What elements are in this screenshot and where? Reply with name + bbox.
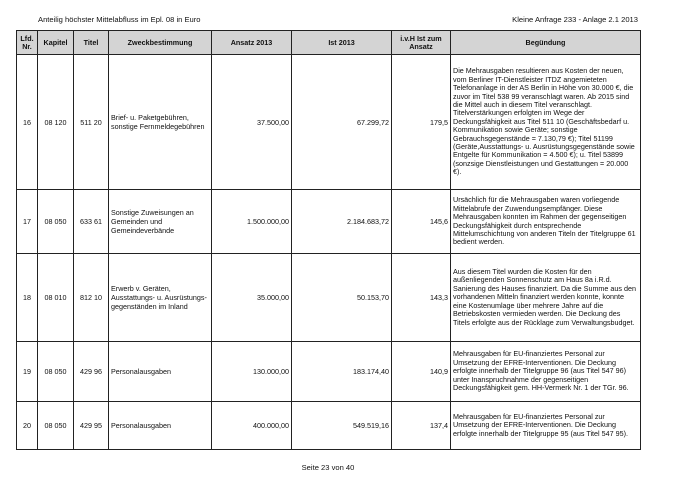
cell-ansatz: 130.000,00	[212, 342, 292, 402]
col-header-titel: Titel	[74, 31, 109, 55]
cell-begruendung: Mehrausgaben für EU-finanziertes Personal zur Umsetzung der EFRE-Interventionen. Die Deckung erfolgte innerhalb der Titelgruppe 95 (aus Titel 547 95).	[451, 402, 641, 450]
cell-zweck: Personalausgaben	[109, 402, 212, 450]
cell-nr: 18	[17, 254, 38, 342]
table-row	[17, 55, 641, 190]
cell-kapitel: 08 010	[38, 254, 74, 342]
cell-kapitel: 08 050	[38, 402, 74, 450]
cell-nr: 20	[17, 402, 38, 450]
table-row	[17, 342, 641, 402]
page-number: Seite 23 von 40	[301, 463, 355, 472]
table-row	[17, 190, 641, 254]
cell-ist: 50.153,70	[292, 254, 392, 342]
cell-ivh: 140,9	[392, 342, 451, 402]
cell-zweck: Sonstige Zuweisungen an Gemeinden und Gemeindeverbände	[109, 190, 212, 254]
cell-ansatz: 37.500,00	[212, 55, 292, 190]
cell-titel: 511 20	[74, 55, 109, 190]
cell-begruendung: Mehrausgaben für EU-finanziertes Personal zur Umsetzung der EFRE-Interventionen. Die Deckung erfolgte innerhalb der Titelgruppe 96 (aus Titel 547 96) unter Inanspruchnahme der gegenseitigen Deckungsfähigkeit gem. HH-Vermerk Nr. 1 der TGr. 96.	[451, 342, 641, 402]
document-header-left: Anteilig höchster Mittelabfluss im Epl. 08 in Euro	[38, 15, 201, 24]
col-header-ivh: i.v.H Ist zum Ansatz	[392, 31, 451, 55]
cell-ivh: 137,4	[392, 402, 451, 450]
cell-titel: 812 10	[74, 254, 109, 342]
cell-begruendung: Aus diesem Titel wurden die Kosten für den außenliegenden Sonnenschutz am Haus 8a i.R.d. Sanierung des Hauses finanziert. Da die Summe aus den vorhandenen Mitteln finanziert werden konnte, konnte eine Kostenumlage über mehrere Jahre auf die Betriebskosten vermieden werden. Die Deckung des Titels erfolgte aus der Rücklage zum Verwaltungsbudget.	[451, 254, 641, 342]
col-header-lfd: Lfd. Nr.	[17, 31, 38, 55]
cell-kapitel: 08 120	[38, 55, 74, 190]
cell-ansatz: 35.000,00	[212, 254, 292, 342]
cell-kapitel: 08 050	[38, 190, 74, 254]
cell-begruendung: Ursächlich für die Mehrausgaben waren vorliegende Mittelabrufe der Zuwendungsempfänger. Diese Mehrausgaben konnten im Rahmen der gegenseitigen Deckungsfähigkeit durch entsprechende Mittelumschichtung von anderen Titeln der Titelgruppe 61 bedient werden.	[451, 190, 641, 254]
cell-ist: 183.174,40	[292, 342, 392, 402]
cell-zweck: Erwerb v. Geräten, Ausstattungs- u. Ausrüstungs-gegenständen im Inland	[109, 254, 212, 342]
cell-ivh: 143,3	[392, 254, 451, 342]
cell-ist: 2.184.683,72	[292, 190, 392, 254]
table-row	[17, 402, 641, 450]
cell-zweck: Personalausgaben	[109, 342, 212, 402]
cell-begruendung: Die Mehrausgaben resultieren aus Kosten der neuen, vom Berliner IT-Dienstleister ITDZ angemieteten Telefonanlage in der AS Berlin in Höhe von 30.000 €, die zuvor im Titel 538 99 veranschlagt waren. Ab 2015 sind die Mittel auch in diesem Titel veranschlagt. Titelverstärkungen erfolgten im Wege der Deckungsfähigkeit aus Titel 511 10 (Geschäftsbedarf u. Kommunikation sowie Geräte; sonstige Gebrauchsgegenstände = 7.130,79 €); Titel 51199 (Geräte,Ausstattungs- u. Ausrüstungsgegenstände sowie Entgelte für Kommunikation = 4.500 €); u. Titel 53899 (sonzsige Dienstleistungen und Gestattungen = 20.000 €).	[451, 55, 641, 190]
table-header-row	[17, 31, 641, 55]
cell-zweck: Brief- u. Paketgebühren, sonstige Fernmeldegebühren	[109, 55, 212, 190]
cell-nr: 16	[17, 55, 38, 190]
cell-ist: 67.299,72	[292, 55, 392, 190]
cell-ivh: 145,6	[392, 190, 451, 254]
col-header-zweck: Zweckbestimmung	[109, 31, 212, 55]
col-header-ansatz: Ansatz 2013	[212, 31, 292, 55]
cell-titel: 429 95	[74, 402, 109, 450]
budget-table	[16, 30, 641, 450]
cell-titel: 633 61	[74, 190, 109, 254]
cell-ansatz: 1.500.000,00	[212, 190, 292, 254]
cell-nr: 19	[17, 342, 38, 402]
cell-nr: 17	[17, 190, 38, 254]
document-header-right: Kleine Anfrage 233 - Anlage 2.1 2013	[512, 15, 638, 24]
table-row	[17, 254, 641, 342]
col-header-begruendung: Begündung	[451, 31, 641, 55]
col-header-ist: Ist 2013	[292, 31, 392, 55]
cell-kapitel: 08 050	[38, 342, 74, 402]
cell-ist: 549.519,16	[292, 402, 392, 450]
cell-ivh: 179,5	[392, 55, 451, 190]
cell-ansatz: 400.000,00	[212, 402, 292, 450]
col-header-kapitel: Kapitel	[38, 31, 74, 55]
cell-titel: 429 96	[74, 342, 109, 402]
